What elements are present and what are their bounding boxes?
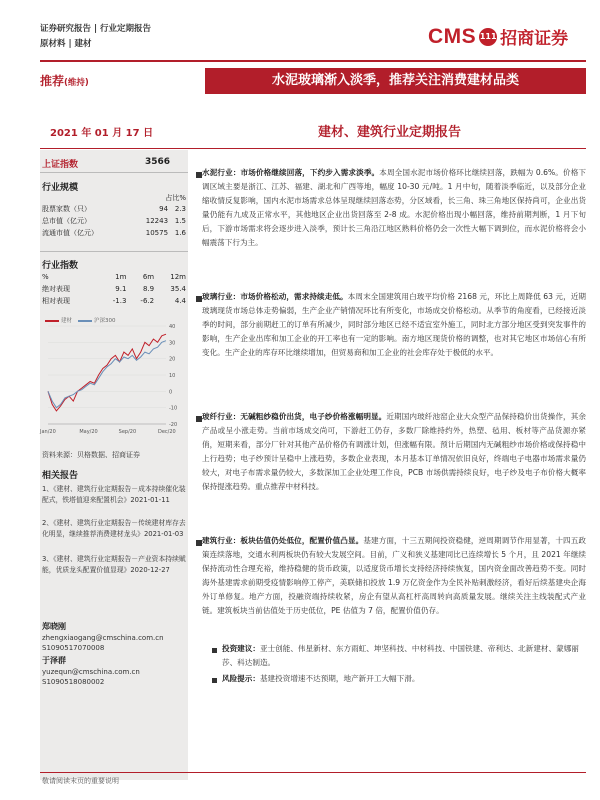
investment-label: 投资建议： [222, 644, 260, 653]
divider [40, 172, 188, 173]
section-title: 玻璃行业：市场价格松动，需求持续走低。 [202, 292, 348, 301]
chart-source: 资料来源：贝格数据、招商证券 [42, 451, 140, 459]
table-row [42, 295, 186, 307]
table-cell: 9.1 [115, 285, 127, 293]
table-cell: 股票家数（只） [42, 205, 91, 213]
section-body: 本周全国水泥市场价格环比继续回落，跌幅为 0.6%。价格下调区域主要是浙江、江苏、福建、湖北和广西等地，幅度 10-30 元/吨。1 月中旬，随着淡季临近，以及部分企业缩收情反复影响，国内水泥市场需求总体呈现继续回落态势，分区域看，长三角、珠三角地区保持尚可，企业出货量仍能有九成及正常水平，其他地区企业出货回落至 2-8 成。水泥价格出现小幅回落，维持前期判断，1 月下旬后，下游市场需求将会逐步进入淡季，预计长三角沿江地区熟料价格仍会一次性大幅下调到位，而水泥价格将会小幅震荡下行为主。 [202, 168, 587, 247]
logo-circle-icon: 111 [479, 28, 497, 46]
legend-item [45, 316, 72, 324]
author-name: 于泽群 [42, 656, 66, 665]
table-cell: 总市值（亿元） [42, 217, 91, 225]
x-tick-label: May/20 [79, 429, 98, 435]
risk-text: 基建投资增速不达预期，地产新开工大幅下滑。 [259, 674, 420, 683]
report-industry: 原材料 | 建材 [40, 39, 92, 49]
y-tick-label: 20 [169, 356, 176, 363]
risk-label: 风险提示： [222, 674, 260, 683]
section-cement [202, 166, 586, 250]
related-item[interactable]: 2、《建材、建筑行业定期报告－传统建材库存去化明显，继续推荐消费建材龙头》2021-01-03 [42, 519, 186, 538]
section-body: 基建方面，十三五期间投资稳健，逆周期调节作用显著，十四五政策连续落地，交通水利两板块仍有较大发展空间。目前，广义和狭义基建同比已连续增长 5 个月，且 2021 年继续保持流动性合理充裕，维持稳健的货币政策，以适度货币增长支持经济持续恢复，国内资金面改善趋势不变。同时海外基建需求前期受疫情影响停工停产，美联储扣投放 1.9 万亿资金作为全民补贴刺激经济，看好后续基建央企海外订单修复。地产方面，投融资端持续收紧，房企有望从高杠杆高周转向高质量发展。继续关注主线装配式产业链。建筑板块当前估值处于历史低位，PE 估值为 7 倍，配置价值仍存。 [202, 536, 587, 615]
author-name: 郑晓刚 [42, 622, 66, 631]
perf-table [42, 271, 186, 307]
headline-banner: 水泥玻璃渐入淡季，推荐关注消费建材品类 [205, 68, 586, 94]
author-email[interactable]: yuzequn@cmschina.com.cn [42, 667, 140, 676]
section-title: 建筑行业：板块估值仍处低位，配置价值凸显。 [202, 536, 364, 545]
series-line [48, 341, 166, 408]
index-value: 3566 [144, 157, 170, 167]
section-body: 本周末全国建筑用白玻平均价格 2168 元，环比上周降低 63 元，近期玻璃现货市场总体走势偏弱，生产企业产销情况环比有所变化，市场成交价格松动。从季节的角度看，已经接近淡季的时间，部分前期赶工的订单有所减少，同时部分地区已经不适宜室外施工，同时北方部分地区受到突发事件的影响，生产企业出库和加工企业的开工率也有一定的影响。南方地区现货价格的调整，也对其它地区市场信心有所变化。生产企业的库存环比继续增加，但贸易商和加工企业的社会库存处于极低的水平。 [202, 292, 587, 357]
section-fiberglass [202, 410, 586, 494]
table-cell: -6.2 [140, 297, 155, 305]
section-title: 玻纤行业：无碱粗纱稳价出货，电子纱价格涨幅明显。 [202, 412, 387, 421]
scale-table [42, 203, 186, 239]
header-cell: 1m [115, 273, 127, 281]
section-construction [202, 534, 586, 618]
author-1 [42, 622, 164, 654]
x-tick-label: Sep/20 [118, 429, 137, 435]
legend-label: 沪深300 [94, 318, 116, 324]
related-heading: 相关报告 [42, 471, 79, 481]
table-cell: 绝对表现 [42, 285, 70, 293]
subtitle-rule [40, 148, 586, 149]
y-tick-label: 10 [169, 373, 176, 379]
author-email[interactable]: zhengxiaogang@cmschina.com.cn [42, 633, 164, 642]
table-cell: 10575 [145, 229, 169, 237]
x-tick-label: Dec/20 [158, 429, 176, 435]
author-cert: S1090517070008 [42, 644, 105, 652]
section-title: 水泥行业：市场价格继续回落，下约步入需求淡季。 [202, 168, 380, 177]
table-row [42, 283, 186, 295]
rating-sub: (维持) [64, 78, 89, 88]
table-cell: 1.6 [174, 229, 186, 237]
bullet-icon [212, 648, 217, 653]
index-label: 上证指数 [42, 160, 79, 170]
x-tick-label: Jan/20 [40, 429, 56, 435]
header-cell: 12m [170, 273, 186, 281]
legend-label: 建材 [61, 318, 73, 324]
bullet-icon [212, 678, 217, 683]
rating [40, 72, 89, 89]
y-tick-label: -20 [169, 422, 178, 428]
rating-label: 推荐 [40, 74, 65, 88]
price-chart [42, 312, 188, 448]
scale-pct-header: 占比% [165, 194, 186, 202]
logo-en: CMS [428, 24, 477, 48]
perf-section [42, 258, 186, 307]
y-tick-label: -10 [169, 405, 178, 412]
table-cell: 35.4 [170, 285, 186, 293]
header-cell: 6m [142, 273, 155, 281]
related-item[interactable]: 1、《建材、建筑行业定期报告－成本持续催化装配式，铁塔值迎来配置机会》2021-01-11 [42, 485, 186, 504]
perf-heading: 行业指数 [42, 261, 79, 271]
report-category: 证券研究报告 | 行业定期报告 [40, 24, 152, 34]
report-subtitle: 建材、建筑行业定期报告 [318, 125, 462, 140]
report-date: 2021 年 01 月 17 日 [50, 128, 154, 139]
table-cell: 流通市值（亿元） [42, 229, 98, 237]
report-type [40, 22, 151, 52]
table-row [42, 203, 186, 215]
legend-item [78, 316, 116, 324]
table-header [42, 271, 186, 283]
investment-text: 亚士创能、伟星新材、东方雨虹、坤坚科技、中材科技、中国铁建、帝利达、北新建材、蒙娜丽莎、科达制造。 [222, 644, 579, 667]
header-cell: % [42, 273, 49, 281]
investment-advice [222, 642, 594, 670]
footer-rule [40, 772, 586, 773]
related-item[interactable]: 3、《建材、建筑行业定期报告－产业资本持续赋能，优质龙头配置价值显现》2020-12-27 [42, 555, 186, 574]
table-cell: 8.9 [142, 285, 155, 293]
table-cell: 94 [159, 205, 169, 213]
table-cell: -1.3 [112, 297, 127, 305]
table-cell: 2.3 [174, 205, 186, 213]
table-cell: 相对表现 [42, 297, 70, 305]
y-tick-label: 0 [169, 389, 173, 396]
cms-logo [428, 24, 568, 49]
section-body: 近期国内玻纤池窑企业大众型产品保持稳价出货操作，其余产品或呈小涨走势。当前市场成交尚可，下游赶工仍存，多数厂除维持约外，热塑、毡用、板材等产品货源亦紧俏，短期来看，部分厂针对其他产品价格仍有调涨计划，但涨幅有限。预计后期国内无碱粗纱市场价格或保持稳中上行趋势；电子纱预计呈稳中上涨趋势，多数企业表现，本月基本订单情况依旧良好，终端电子电器市场需求量仍较大，对电子布需求量仍较大，多数深加工企业处理工作良，PCB 市场供需持续良好，电子纱及电子布价格大概率保持提涨趋势。重点推荐中材科技。 [202, 412, 586, 491]
y-tick-label: 30 [169, 340, 176, 347]
table-cell: 4.4 [174, 297, 186, 305]
header-rule [40, 60, 586, 62]
divider [40, 251, 188, 252]
section-glass [202, 290, 586, 360]
index-row [42, 157, 186, 170]
table-cell: 1.5 [174, 217, 186, 225]
series-line [48, 334, 166, 411]
author-2 [42, 656, 140, 688]
table-cell: 12243 [145, 217, 169, 225]
footer-note: 敬请阅读末页的重要说明 [42, 777, 119, 785]
risk-warning [222, 672, 594, 686]
scale-section [42, 180, 186, 239]
table-row [42, 227, 186, 239]
y-tick-label: 40 [169, 324, 176, 330]
logo-cn: 招商证券 [500, 29, 569, 49]
author-cert: S1090518080002 [42, 678, 105, 686]
chart-legend [45, 316, 116, 324]
scale-heading: 行业规模 [42, 183, 79, 193]
table-row [42, 215, 186, 227]
